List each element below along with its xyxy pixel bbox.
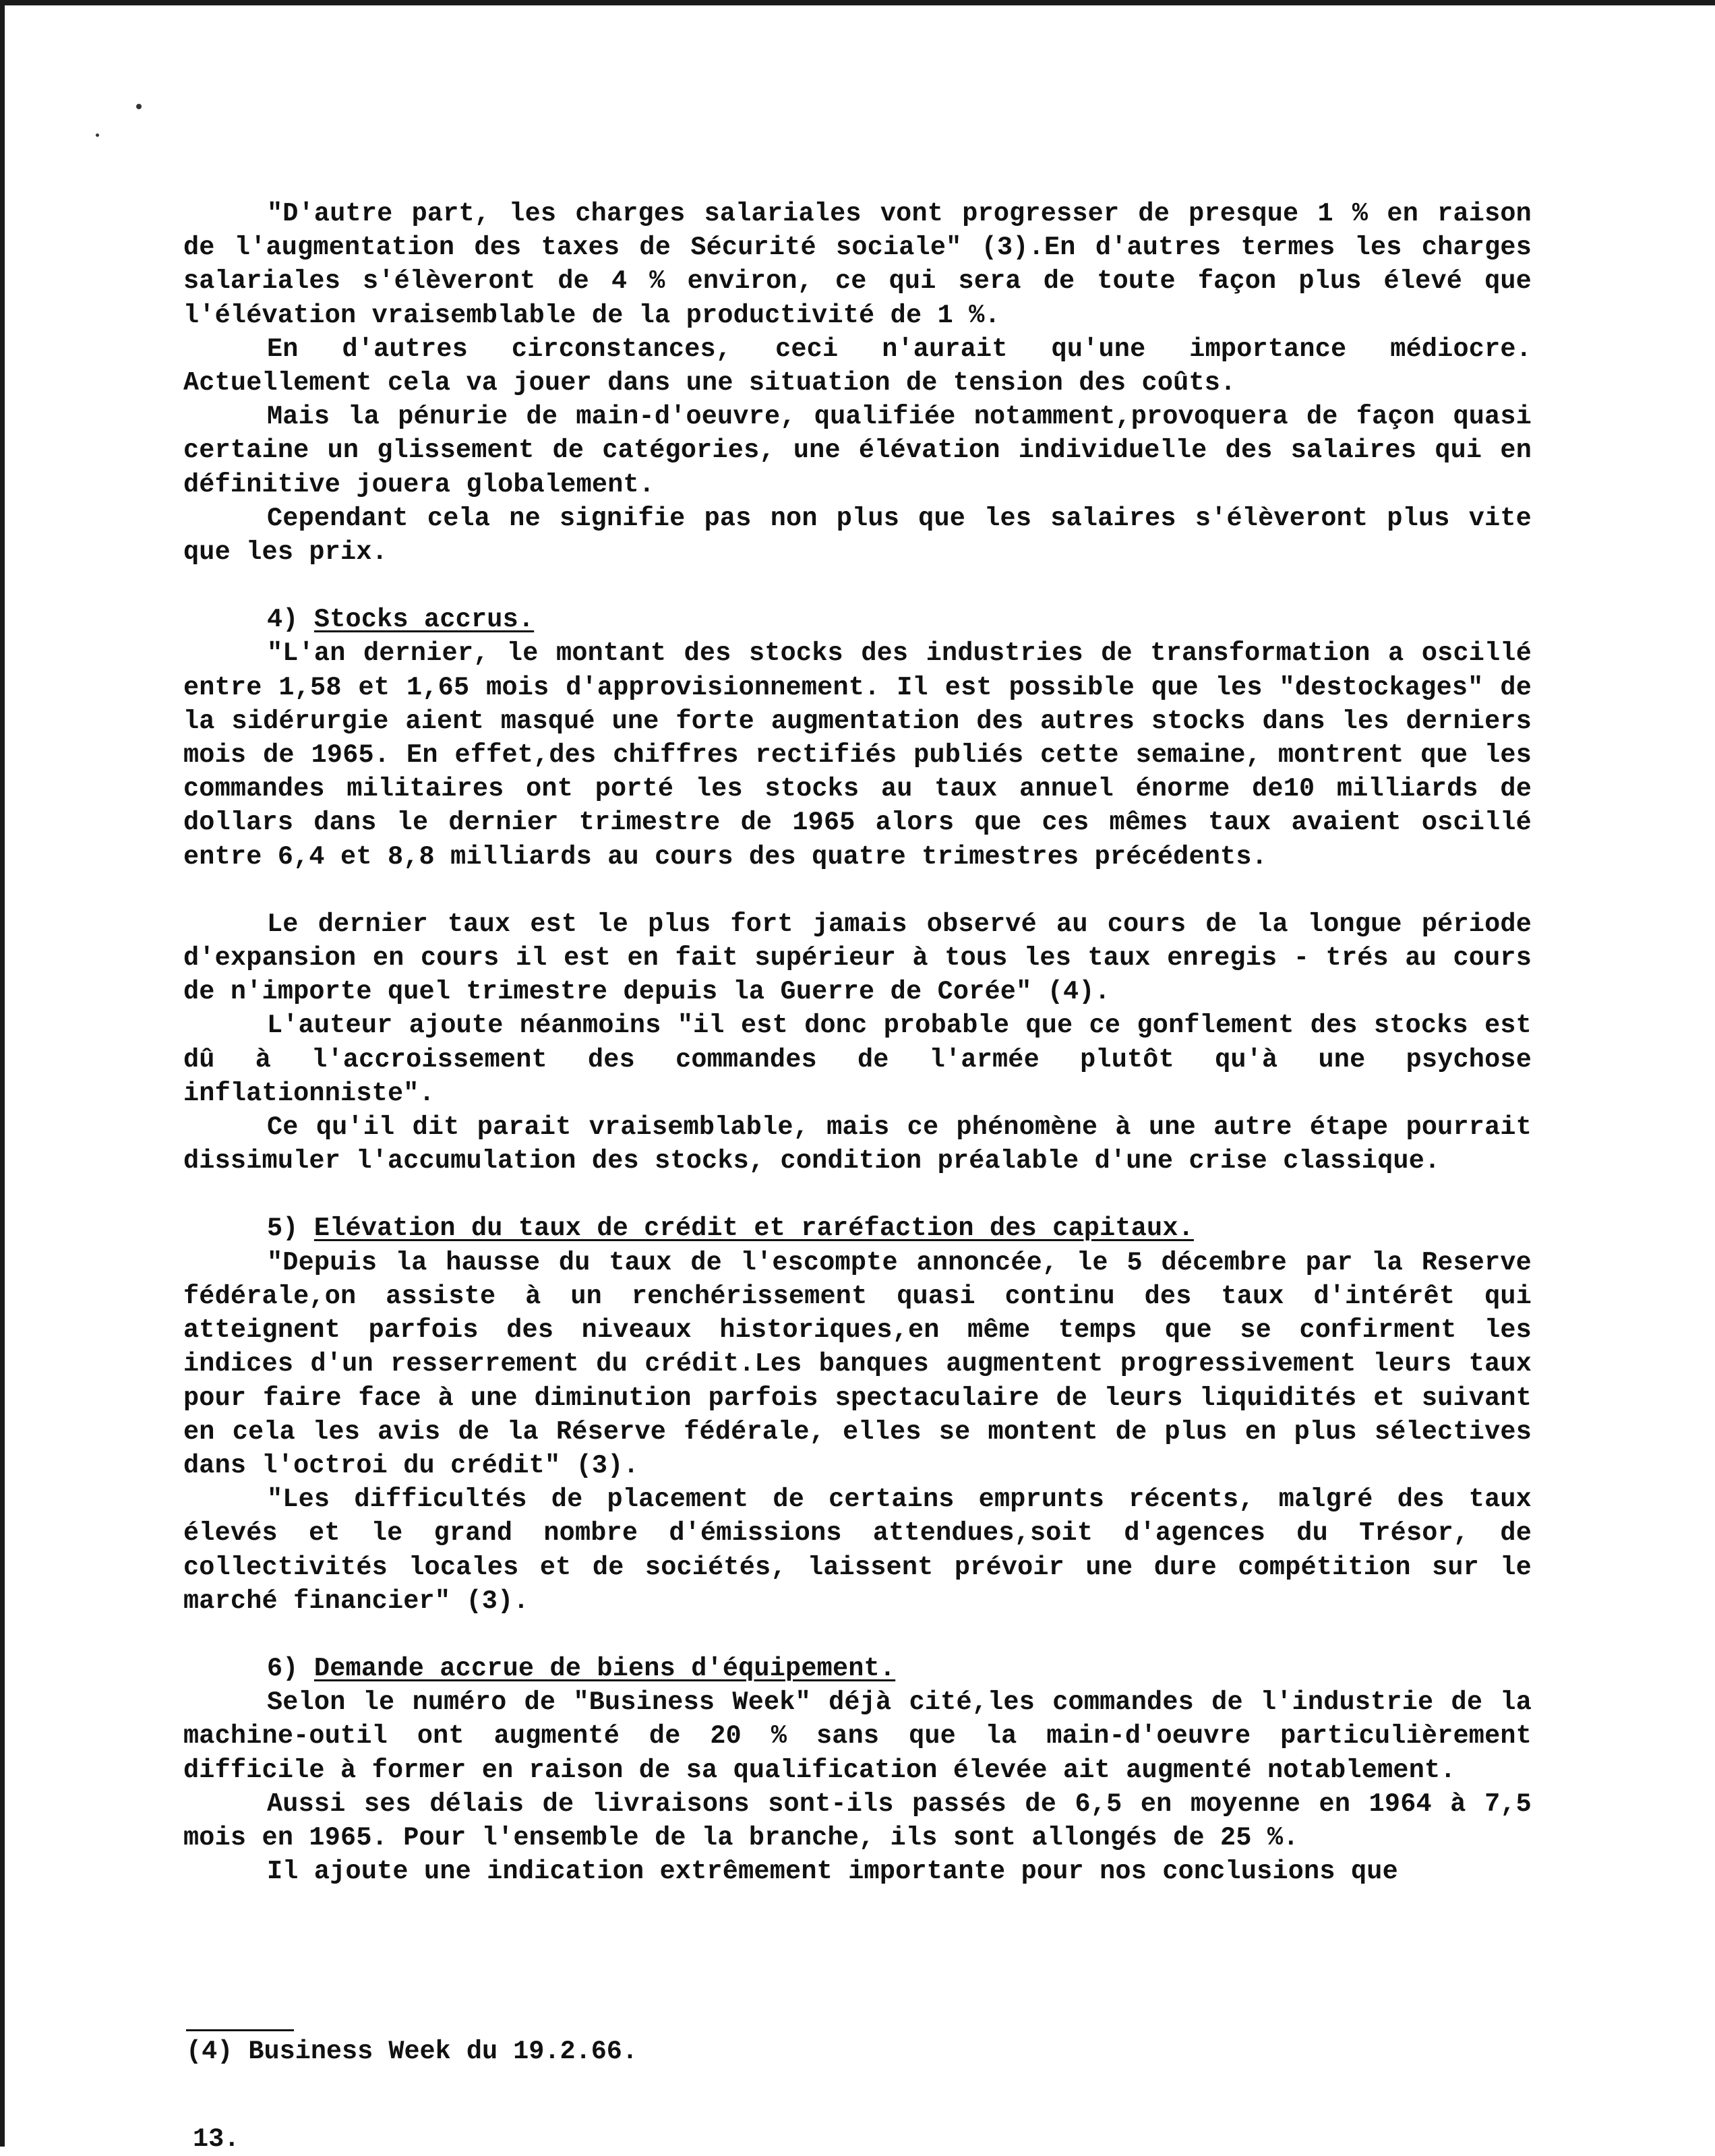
footnote-divider [186,2029,294,2031]
spacer [183,874,1532,907]
scan-speck [96,133,99,137]
section-title: Demande accrue de biens d'équipement. [313,1653,896,1683]
section-heading [183,1652,1532,1685]
spacer [183,1178,1532,1211]
paragraph: "Depuis la hausse du taux de l'escompte annoncée, le 5 décembre par la Reserve fédérale,on assiste à un renchérissement quasi continu des taux d'intérêt qui atteignent parfois des niveaux historiques,en même temps que se confirment les indices d'un resserrement du crédit.Les banques augmentent progressivement leurs taux pour faire face à une diminution parfois spectaculaire de leurs liquidités et suivant en cela les avis de la Réserve fédérale, elles se montent de plus en plus sélectives dans l'octroi du crédit" (3). [183,1247,1532,1480]
paragraph: Ce qu'il dit parait vraisemblable, mais ce phénomène à une autre étape pourrait dissimuler l'accumulation des stocks, condition préalable d'une crise classique. [183,1112,1532,1176]
spacer [183,569,1532,603]
paragraph: "L'an dernier, le montant des stocks des industries de transformation a oscillé entre 1,58 et 1,65 mois d'approvisionnement. Il est possible que les "destockages" de la sidérurgie aient masqué une forte augmentation des autres stocks dans les derniers mois de 1965. En effet,des chiffres rectifiés publiés cette semaine, montrent que les commandes militaires ont porté les stocks au taux annuel énorme de10 milliards de dollars dans le dernier trimestre de 1965 alors que ces mêmes taux avaient oscillé entre 6,4 et 8,8 milliards au cours des quatre trimestres précédents. [183,638,1532,872]
paragraph: L'auteur ajoute néanmoins "il est donc probable que ce gonflement des stocks est dû à l'accroissement des commandes de l'armée plutôt qu'à une psychose inflationniste". [183,1011,1532,1108]
section-title: Elévation du taux de crédit et raréfaction des capitaux. [313,1214,1194,1244]
paragraph: Selon le numéro de "Business Week" déjà cité,les commandes de l'industrie de la machine-outil ont augmenté de 20 % sans que la main-d'oeuvre particulièrement difficile à former en raison de sa qualification élevée ait augmenté notablement. [183,1687,1532,1785]
paragraph: Il ajoute une indication extrêmement importante pour nos conclusions que [267,1857,1398,1887]
page-number: 13. [193,2124,240,2154]
footnote: (4) Business Week du 19.2.66. [186,2037,638,2066]
paragraph: En d'autres circonstances, ceci n'aurait qu'une importance médiocre. Actuellement cela va jouer dans une situation de tension des coûts. [183,334,1532,398]
paragraph: Mais la pénurie de main-d'oeuvre, qualifiée notamment,provoquera de façon quasi certaine un glissement de catégories, une élévation individuelle des salaires qui en définitive jouera globalement. [183,402,1532,500]
paragraph: Le dernier taux est le plus fort jamais observé au cours de la longue période d'expansion en cours il est en fait supérieur à tous les taux enregis - trés au cours de n'importe quel trimestre depuis la Guerre de Corée" (4). [183,909,1532,1007]
scan-border-top [0,0,1715,5]
section-number: 6) [267,1653,299,1683]
paragraph: Cependant cela ne signifie pas non plus que les salaires s'élèveront plus vite que les prix. [183,503,1532,568]
document-page [183,197,1532,1888]
section-number: 4) [267,605,299,635]
spacer [183,1618,1532,1652]
paragraph: "Les difficultés de placement de certains emprunts récents, malgré des taux élevés et le grand nombre d'émissions attendues,soit d'agences du Trésor, de collectivités locales et de sociétés, laissent prévoir une dure compétition sur le marché financier" (3). [183,1485,1532,1616]
scan-border-left [0,0,5,2147]
section-heading [183,603,1532,636]
paragraph: Aussi ses délais de livraisons sont-ils passés de 6,5 en moyenne en 1964 à 7,5 mois en 1965. Pour l'ensemble de la branche, ils sont allongés de 25 %. [183,1789,1532,1853]
paragraph: "D'autre part, les charges salariales vont progresser de presque 1 % en raison de l'augmentation des taxes de Sécurité sociale" (3).En d'autres termes les charges salariales s'élèveront de 4 % environ, ce qui sera de toute façon plus élevé que l'élévation vraisemblable de la productivité de 1 %. [183,199,1532,330]
section-number: 5) [267,1214,299,1244]
section-title: Stocks accrus. [313,605,535,635]
scan-speck [136,104,142,109]
section-heading [183,1211,1532,1245]
